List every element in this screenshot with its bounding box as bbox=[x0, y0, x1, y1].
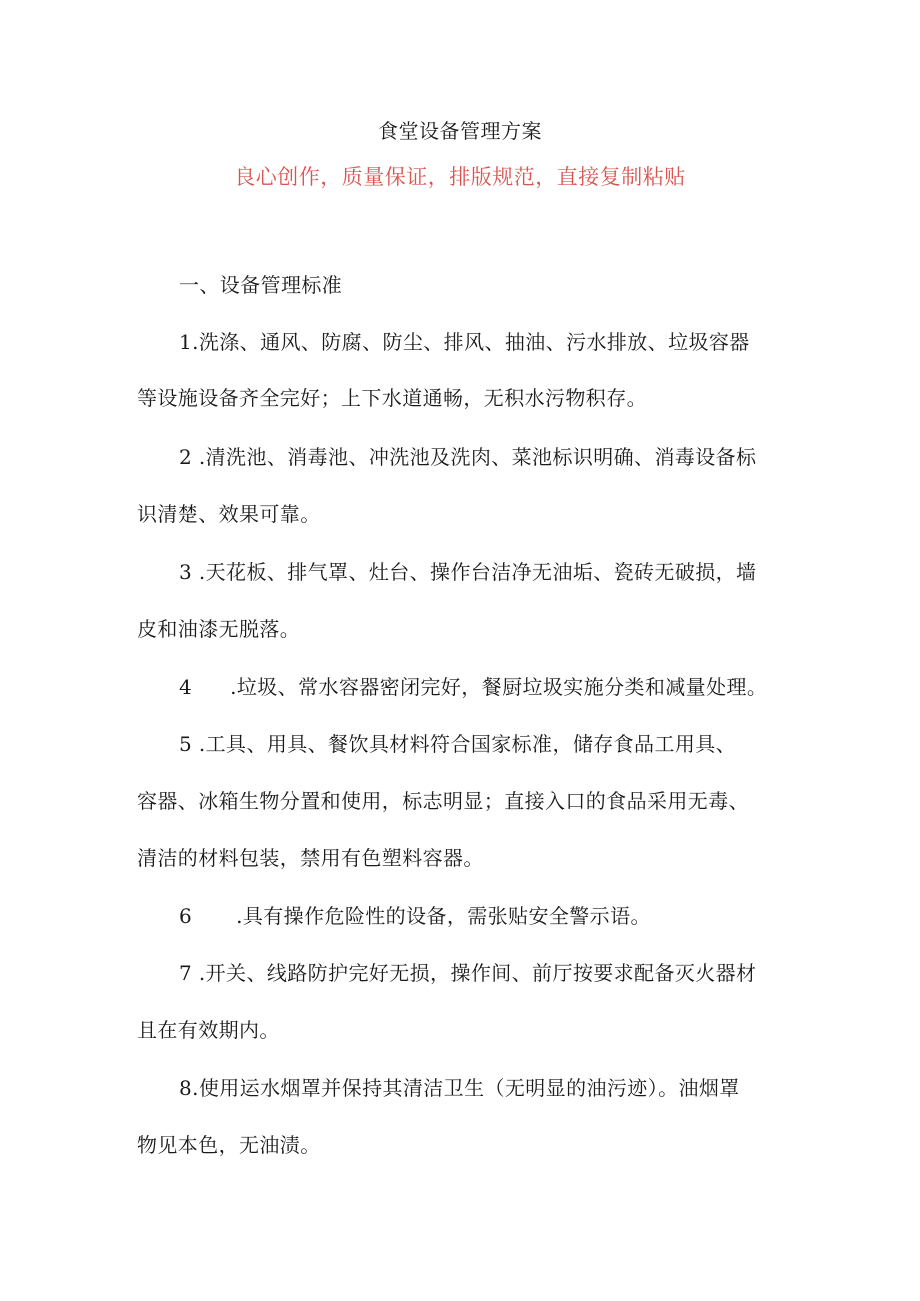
item-8-line-1: 8.使用运水烟罩并保持其清洁卫生（无明显的油污迹）。油烟罩 bbox=[179, 1076, 740, 1100]
item-7-line-2: 且在有效期内。 bbox=[137, 1018, 280, 1042]
item-5-line-2: 容器、冰箱生物分置和使用，标志明显；直接入口的食品采用无毒、 bbox=[137, 789, 749, 813]
item-6-line-1 bbox=[179, 901, 651, 931]
item-8-line-2: 物见本色，无油渍。 bbox=[137, 1133, 321, 1157]
item-2-line-1: 2 .清洗池、消毒池、冲洗池及洗肉、菜池标识明确、消毒设备标 bbox=[179, 445, 757, 469]
document-title: 食堂设备管理方案 bbox=[378, 119, 542, 143]
item-4-line-1 bbox=[179, 672, 767, 702]
item-1-line-1: 1.洗涤、通风、防腐、防尘、排风、抽油、污水排放、垃圾容器 bbox=[179, 330, 750, 354]
item-7-line-1: 7 .开关、线路防护完好无损，操作间、前厅按要求配备灭火器材 bbox=[179, 961, 757, 985]
item-6-number: 6 bbox=[179, 904, 193, 928]
item-2-line-2: 识清楚、效果可靠。 bbox=[137, 502, 321, 526]
item-3-line-2: 皮和油漆无脱落。 bbox=[137, 617, 301, 641]
item-5-line-3: 清洁的材料包装，禁用有色塑料容器。 bbox=[137, 846, 484, 870]
section-heading: 一、设备管理标准 bbox=[179, 273, 343, 297]
item-6-text: .具有操作危险性的设备，需张贴安全警示语。 bbox=[236, 904, 651, 928]
item-3-line-1: 3 .天花板、排气罩、灶台、操作台洁净无油垢、瓷砖无破损，墙 bbox=[179, 560, 757, 584]
item-4-text: .垃圾、常水容器密闭完好，餐厨垃圾实施分类和减量处理。 bbox=[230, 675, 768, 699]
item-1-line-2: 等设施设备齐全完好；上下水道通畅，无积水污物积存。 bbox=[137, 386, 647, 410]
item-5-line-1: 5 .工具、用具、餐饮具材料符合国家标准，储存食品工用具、 bbox=[179, 732, 737, 756]
item-4-number: 4 bbox=[179, 675, 193, 699]
document-subtitle: 良心创作，质量保证，排版规范，直接复制粘贴 bbox=[234, 165, 686, 189]
